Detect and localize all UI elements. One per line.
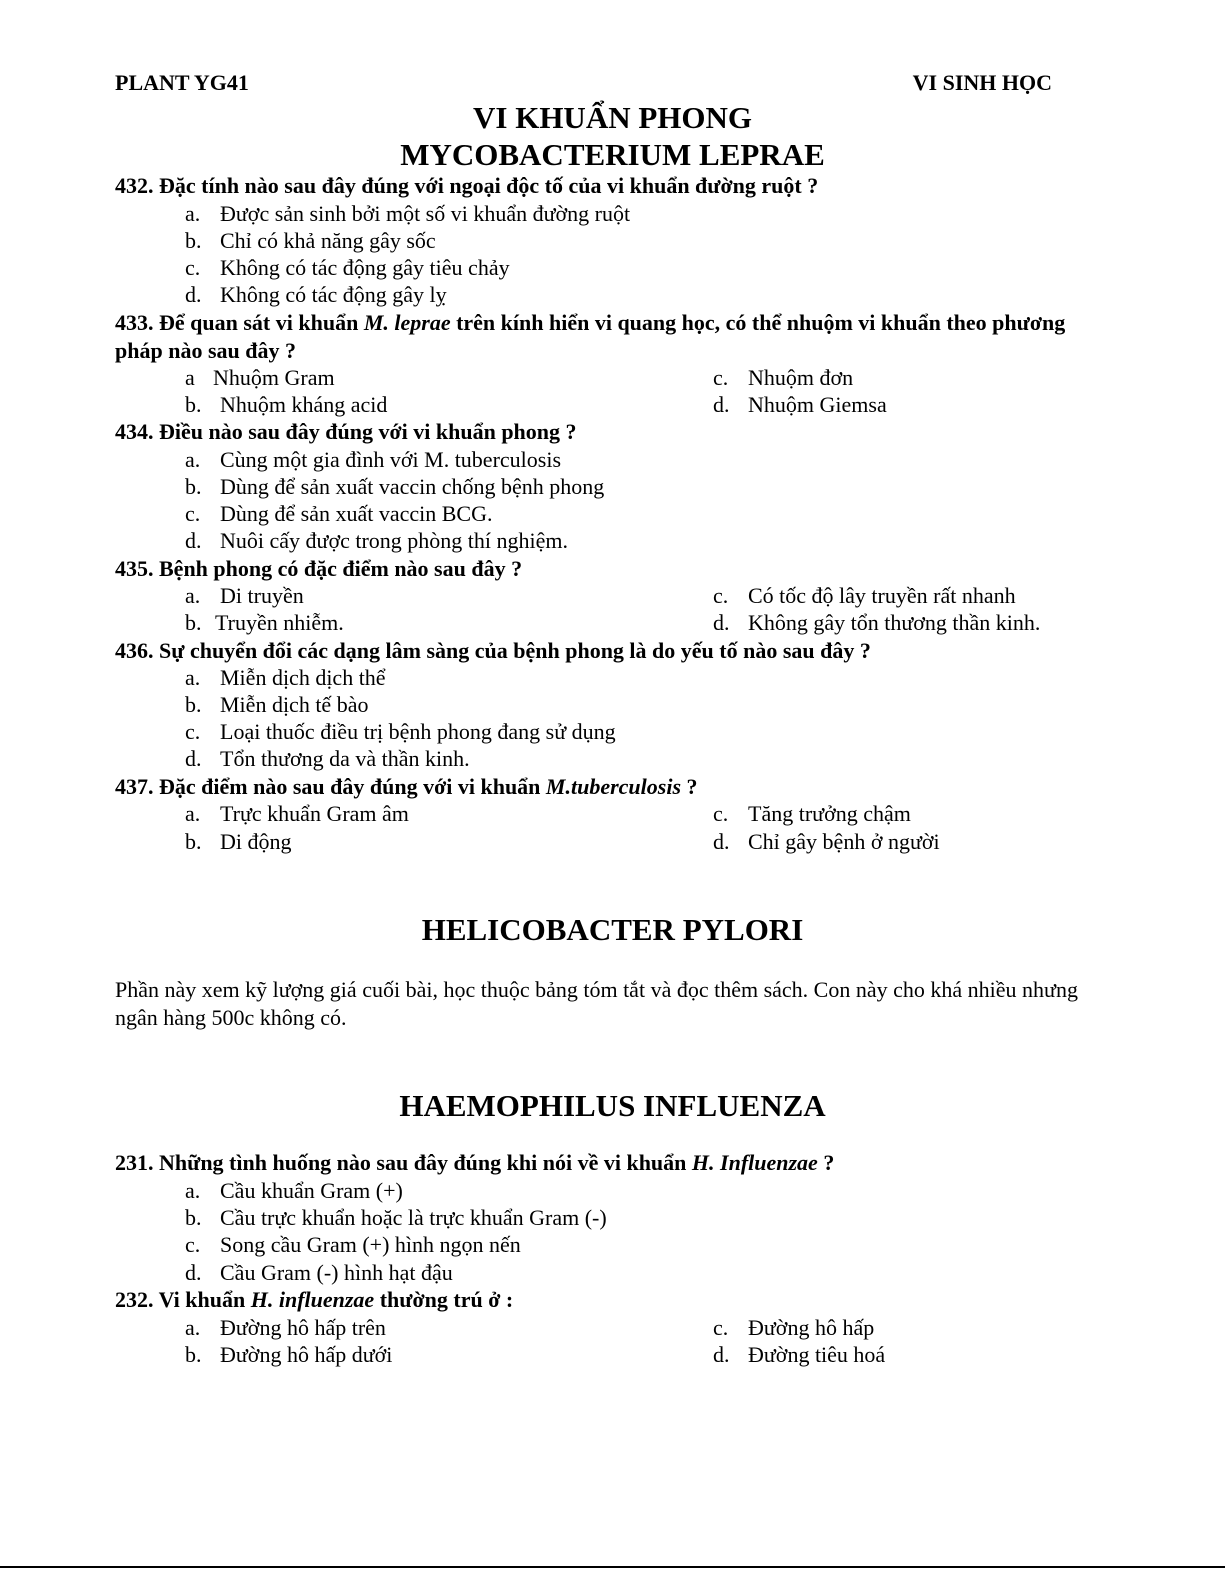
section-title-leprosy: VI KHUẨN PHONG (473, 100, 752, 135)
option-433-a: a Nhuộm Gram (185, 365, 335, 390)
option-231-d: d. Cầu Gram (-) hình hạt đậu (185, 1260, 453, 1285)
option-232-a: a. Đường hô hấp trên (185, 1315, 386, 1340)
option-231-c: c. Song cầu Gram (+) hình ngọn nến (185, 1232, 521, 1257)
option-435-c: c. Có tốc độ lây truyền rất nhanh (713, 583, 1016, 608)
question-432: 432. Đặc tính nào sau đây đúng với ngoại độc tố của vi khuẩn đường ruột ? (115, 173, 819, 198)
option-436-b: b. Miễn dịch tế bào (185, 692, 369, 717)
option-433-d: d. Nhuộm Giemsa (713, 392, 887, 417)
question-231: 231. Những tình huống nào sau đây đúng khi nói về vi khuẩn H. Influenzae ? (115, 1150, 835, 1175)
header-right: VI SINH HỌC (912, 70, 1052, 95)
section-subtitle-mycobacterium: MYCOBACTERIUM LEPRAE (400, 137, 825, 172)
option-435-d: d. Không gây tổn thương thần kinh. (713, 610, 1041, 635)
option-437-a: a. Trực khuẩn Gram âm (185, 801, 409, 826)
option-437-c: c. Tăng trưởng chậm (713, 801, 911, 826)
option-231-b: b. Cầu trực khuẩn hoặc là trực khuẩn Gram (-) (185, 1205, 607, 1230)
option-435-a: a. Di truyền (185, 583, 304, 608)
option-437-b: b. Di động (185, 829, 292, 854)
option-437-d: d. Chỉ gây bệnh ở người (713, 829, 940, 854)
option-432-d: d. Không có tác động gây lỵ (185, 282, 447, 307)
option-436-d: d. Tổn thương da và thần kinh. (185, 746, 470, 771)
option-232-d: d. Đường tiêu hoá (713, 1342, 886, 1367)
section-title-helicobacter: HELICOBACTER PYLORI (421, 912, 804, 947)
question-433: 433. Để quan sát vi khuẩn M. leprae trên kính hiển vi quang học, có thể nhuộm vi khuẩn theo phương pháp nào sau đây ? (115, 310, 1066, 363)
option-436-a: a. Miễn dịch dịch thể (185, 665, 386, 690)
question-435: 435. Bệnh phong có đặc điểm nào sau đây ? (115, 556, 523, 581)
option-433-b: b. Nhuộm kháng acid (185, 392, 388, 417)
option-433-c: c. Nhuộm đơn (713, 365, 854, 390)
option-434-b: b. Dùng để sản xuất vaccin chống bệnh phong (185, 474, 605, 499)
question-436: 436. Sự chuyển đổi các dạng lâm sàng của bệnh phong là do yếu tố nào sau đây ? (115, 638, 871, 663)
option-435-b: b. Truyền nhiễm. (185, 610, 344, 635)
section-title-haemophilus: HAEMOPHILUS INFLUENZA (399, 1088, 826, 1123)
question-437: 437. Đặc điểm nào sau đây đúng với vi khuẩn M.tuberculosis ? (115, 774, 698, 799)
option-434-d: d. Nuôi cấy được trong phòng thí nghiệm. (185, 528, 569, 553)
helicobacter-note: Phần này xem kỹ lượng giá cuối bài, học thuộc bảng tóm tắt và đọc thêm sách. Con này cho khá nhiều nhưng ngân hàng 500c không có. (115, 977, 1078, 1030)
header-left: PLANT YG41 (115, 70, 249, 95)
option-436-c: c. Loại thuốc điều trị bệnh phong đang sử dụng (185, 719, 616, 744)
page-header (115, 70, 1052, 102)
option-434-c: c. Dùng để sản xuất vaccin BCG. (185, 501, 493, 526)
question-434: 434. Điều nào sau đây đúng với vi khuẩn phong ? (115, 419, 577, 444)
page-bottom-rule (0, 1566, 1225, 1568)
question-232: 232. Vi khuẩn H. influenzae thường trú ở : (115, 1287, 514, 1312)
option-231-a: a. Cầu khuẩn Gram (+) (185, 1178, 403, 1203)
option-432-b: b. Chỉ có khả năng gây sốc (185, 228, 436, 253)
option-432-a: a. Được sản sinh bởi một số vi khuẩn đường ruột (185, 201, 631, 226)
option-432-c: c. Không có tác động gây tiêu chảy (185, 255, 510, 280)
option-434-a: a. Cùng một gia đình với M. tuberculosis (185, 447, 562, 472)
option-232-b: b. Đường hô hấp dưới (185, 1342, 393, 1367)
option-232-c: c. Đường hô hấp (713, 1315, 875, 1340)
